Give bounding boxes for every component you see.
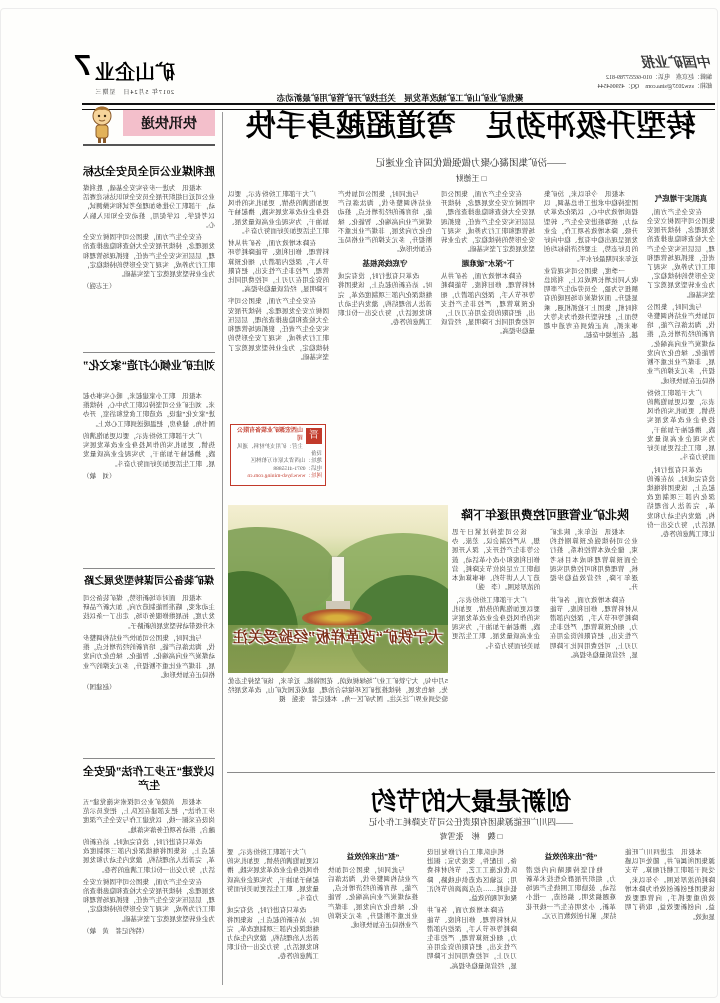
top-article-column-1 [647,190,715,768]
body-paragraph: 与此同时，集团公司加快产业结构调整步伐，淘汰落后产能，培育新的经济增长点，推动煤炭产业向高端化、智能化、绿色化方向发展，非煤产业比重不断提升，多元支撑的产业格局正在加快形成。 [338,191,432,254]
brief-4-body [83,798,215,984]
body-paragraph: 广大干部职工纷纷表示，要以更加饱满的热情、更加扎实的作风投身企业改革发展实践，撸起袖子加油干，为实现企业高质量发展、职工生活更加美好而努力奋斗。 [228,191,329,235]
top-article-subhead-1: 真抓实干增底气 [654,194,708,203]
top-article-subtitle: ——汾矿集团凝心聚力做强做优国有企业速记 [376,159,567,169]
top-article-subhead-3: 守底线筑根基 [362,258,408,268]
brief-1-body [83,184,215,346]
cost-article-column-1 [550,528,638,768]
bottom-article-column-3 [427,848,517,982]
photo-overlay-title: 大宁铁矿“改革样板”经验受关注 [233,629,444,646]
brief-2-body [83,392,215,560]
body-paragraph: 在安全生产方面，集团公司牢固树立安全发展理念，持续开展安全大检查和隐患排查治理，层层压实安全生产责任，狠抓现场管理和职工行为养成，实现了安全形势的持续稳定，为企业转型发展奠定了坚实基础。 [83,878,215,923]
top-article-byline: □ 王德财 [455,174,487,183]
date-line: 2017年 5月24日 星期三 [94,90,174,96]
advert-line: 地址：山西省太原市万柏林区 [250,458,322,465]
bottom-article-headline: 创新是最大的节约 [371,788,572,816]
body-paragraph: 在降本增效方面，各矿井从材料管理、修旧利废、节能降耗等环节入手，深挖内部潜力，细化预算管理，严控非生产性支出，把有限的资金用在刀刃上，可控费用同比下降明显，经营质量稳步提高。 [550,596,638,659]
body-paragraph: 广大干部职工纷纷表示，要以更加饱满的热情、更加扎实的作风投身企业改革发展实践，撸起袖子加油干，为实现企业高质量发展、职工生活更加美好而努力奋斗。 [452,596,540,650]
advert-line: 主营：矿用支护材料、通风设备 [236,443,322,458]
body-paragraph: 改革只有进行时，没有完成时。站在新的起点上，该集团将继续深化内部三项制度改革，完善法人治理结构，激发内生动力和发展活力，努力交出一份让职工满意的答卷。 [83,838,215,874]
advert-box [230,424,326,486]
body-paragraph: 在降本增效方面，各矿井从材料管理、修旧利废、节能降耗等环节入手，深挖内部潜力，细化预算管理，严控非生产性支出，把有限的资金用在刀刃上，可控费用同比下降明显，经营质量稳步提高。 [427,907,517,970]
bottom-article-column-1 [625,848,715,982]
top-article-column-2 [544,190,638,500]
top-article-headline: 转型升级冲劲足 弯道超越身手快 [246,110,696,143]
bottom-article-byline: □ 魏 彬 张雪莺 [439,832,503,841]
body-paragraph: 在安全生产方面，集团公司牢固树立安全发展理念，持续开展安全大检查和隐患排查治理，层层压实安全生产责任，狠抓现场管理和职工行为养成，实现了安全形势的持续稳定，为企业转型发展奠定了坚实基础。 [441,191,535,254]
email-contact-line: 邮箱：sxw2037@sina.com QQ：459064544 [597,84,712,90]
body-paragraph: 他们坚持眼睛向内挖潜力，组织开展群众性技术革新活动，鼓励职工围绕生产现场难题搞发明、搞创造，一批小革新、小发明在生产一线开花结果，累计创效数百万元。 [526,866,616,920]
cost-article-column-2 [452,528,540,768]
cartoon-reporter-mascot-icon [84,104,120,144]
body-paragraph: 本报讯 职工小家建起来，暖心实事办起来。刘庄矿业公司坚持以职工为中心，持续推进“家文化”建设，改造职工食堂和浴室，开办图书角、健身房，把温暖送到职工心坎上。 [83,393,215,428]
photo-statue-pedestal [326,601,350,609]
brief-signature: （赵建国） [83,683,116,691]
body-paragraph: 一季度，集团公司实现营业收入同比增长两成以上，利润总额扭亏为盈，全员劳动生产率明显提升。面对煤炭市场回暖的有利时机，集团上下抢抓机遇、乘势而上，把转型升级作为头等大事来抓，真正做到在弯道中超越、在逆境中奋起。 [544,267,638,340]
body-paragraph: 改革只有进行时，没有完成时。站在新的起点上，该集团将继续深化内部三项制度改革，完善法人治理结构，激发内生动力和发展活力，努力交出一份让职工满意的答卷。 [227,907,319,961]
brief-3-body [83,594,215,752]
advert-company: 山西宏源矿业装备有限公司 [236,428,303,442]
bottom-article-column-5 [227,848,319,982]
body-paragraph: 广大干部职工纷纷表示，要以更加饱满的热情、更加扎实的作风投身企业改革发展实践，撸起袖子加油干，为实现企业高质量发展、职工生活更加美好而努力奋斗。 [83,432,215,468]
body-paragraph: 本报讯 面对市场新形势，煤矿装备公司主动求变，瞄准智能制造方向，加大新产品研发力度，拓展维修服务市场，走出了一条以技术升级带动转型发展的新路子。 [83,595,215,630]
top-article-column-4 [338,190,432,500]
brief-3-headline: 煤矿装备公司谋转型发展之路 [84,576,214,587]
advert-line: 电话：0971-4155888 [273,465,322,472]
body-paragraph: 在安全生产方面，集团公司牢固树立安全发展理念，持续开展安全大检查和隐患排查治理，层层压实安全生产责任，狠抓现场管理和职工行为养成，实现了安全形势的持续稳定，为企业转型发展奠定了坚实基础。 [83,234,215,278]
brief-signature: （王志强） [83,283,116,291]
bottom-article-subhead-2: “抠”出来的效益 [346,852,400,861]
editor-contact-line: 编辑：赵京燕 电话：010-66557789-812 [606,75,712,81]
briefs-header-rule [83,144,215,146]
brief-signature: （刘 敏） [83,472,116,480]
masthead-title: 矿山企业 [95,62,175,84]
brand-script-logo: 中国矿业报 [642,56,712,71]
section-divider-rule [227,772,715,773]
brief-2-headline: 刘庄矿业倾心打造“家文化” [83,360,215,372]
body-paragraph: 本报讯 走进四川广旺能源集团所属矿井，随处可以感受到干部职工精打细算、节支降耗的浓厚氛围。今年以来，该集团把创新创效作为降本增效的重要抓手，向管理要效益、向创新要效益，取得了明显成效。 [625,849,715,921]
bottom-article-column-2 [526,848,616,982]
cost-article-headline: 陕北矿业管理可控费用逐年下降 [461,508,630,522]
body-paragraph: 与此同时，集团公司加快产业结构调整步伐，淘汰落后产能，培育新的经济增长点，推动煤炭产业向高端化、智能化、绿色化方向发展，非煤产业比重不断提升，多元支撑的产业格局正在加快形成。 [647,303,715,385]
body-paragraph: 广大干部职工纷纷表示，要以更加饱满的热情、更加扎实的作风投身企业改革发展实践，撸起袖子加油干，为实现企业高质量发展、职工生活更加美好而努力奋斗。 [227,849,319,903]
brief-4-headline: 以党建“五步工作法”促安全生产 [83,766,215,792]
body-paragraph: 与此同时，集团公司加快产业结构调整步伐，淘汰落后产能，培育新的经济增长点，推动煤炭产业向高端化、智能化、绿色化方向发展，非煤产业比重不断提升，多元支撑的产业格局正在加快形成。 [83,634,215,679]
bottom-article-column-4 [328,848,418,982]
body-paragraph: 该公司坚持过紧日子思想，从严控制会议、差旅、办公等非生产性开支，深入开展修旧利废和小改小革活动，鼓励职工立足岗位节支降耗，营造了人人讲节约、事事算成本的浓厚氛围。（李 强） [452,529,540,592]
body-paragraph: 本报讯 今年以来，汾矿集团坚持稳中求进工作总基调，以提质增效为中心，以深化改革为动力，统筹推进安全生产、转型升级、降本增效各项工作，企业发展呈现出稳中有进、稳中向好的良好态势，主要经济指标均创近年来同期最好水平。 [544,191,638,263]
brief-divider-rule [83,568,215,569]
bottom-article-subhead-1: “挤”出来的效益 [544,852,598,861]
body-paragraph: 与此同时，集团公司加快产业结构调整步伐，淘汰落后产能，培育新的经济增长点，推动煤炭产业向高端化、智能化、绿色化方向发展，非煤产业比重不断提升，多元支撑的产业格局正在加快形成。 [328,866,418,929]
brief-1-headline: 胜利煤业公司全员安全达标 [83,166,215,178]
brief-signature: （特约记者 黄 敏） [83,927,148,935]
body-paragraph: 改革只有进行时，没有完成时。站在新的起点上，该集团将继续深化内部三项制度改革，完善法人治理结构，激发内生动力和发展活力，努力交出一份让职工满意的答卷。 [338,273,432,327]
column-divider-rule [222,112,223,985]
advert-website: 网址：www.hysb-mining.com.cn [247,473,322,480]
photo-caption-text: 5月中旬，大宁铁矿工业广场绿树成荫、花团锦簇。近年来，该矿坚持生态优先、绿色发展，持续推进矿区环境综合治理，建成花园式矿山，改革发展经验受到业界广泛关注。图为矿区一角。本报记者 张强 摄 [228,678,448,704]
body-paragraph: 本报讯 近年来，陕北矿业公司持续强化预算刚性约束，健全成本管控体系，推行全面预算管理和成本目标考核，管理费用和可控费用实现逐年下降，经营效益稳步提升。 [550,529,638,592]
photo-statue [332,557,344,603]
bottom-article-subtitle: ——四川广旺能源集团有限责任公司节支降耗工作小记 [369,817,574,827]
photo-caption [228,677,448,765]
mine-park-photo [228,505,448,673]
body-paragraph: 在安全生产方面，集团公司牢固树立安全发展理念，持续开展安全大检查和隐患排查治理，层层压实安全生产责任，狠抓现场管理和职工行为养成，实现了安全形势的持续稳定，为企业转型发展奠定了坚实基础。 [228,298,329,361]
section-slogan: 聚焦矿业矿山矿工矿城改革发展 关注找矿开矿管矿用矿最新动态 [276,93,524,103]
body-paragraph: 在降本增效方面，各矿井从材料管理、修旧利废、节能降耗等环节入手，深挖内部潜力，细化预算管理，严控非生产性支出，把有限的资金用在刀刃上，可控费用同比下降明显，经营质量稳步提高。 [228,240,329,294]
body-paragraph: 广大干部职工纷纷表示，要以更加饱满的热情、更加扎实的作风投身企业改革发展实践，撸起袖子加油干，为实现企业高质量发展、职工生活更加美好而努力奋斗。 [647,389,715,462]
advert-logo-icon: 晋 [306,428,322,444]
body-paragraph: 机电队职工自行修复旧设备、旧配件，变废为宝；掘进队优化施工工艺，节约材料费用；运输区改造供电线路，降低电耗……点点滴滴的节约汇聚成可观的效益。 [427,849,517,903]
briefs-box-label: 快讯快递 [123,110,215,136]
brief-divider-rule [83,758,215,759]
body-paragraph: 改革只有进行时，没有完成时。站在新的起点上，该集团将继续深化内部三项制度改革，完善法人治理结构，激发内生动力和发展活力，努力交出一份让职工满意的答卷。 [647,466,715,539]
body-paragraph: 本报讯 为进一步夯实安全基础，胜利煤业公司近日组织开展全员安全知识达标竞赛活动，干部职工分批参加理论考试和实操测试，以考促学、以学促用，推动安全知识入脑入心。 [83,185,215,229]
brief-divider-rule [83,352,215,353]
top-article-subhead-2: 下“深水”破难题 [461,258,515,268]
body-paragraph: 在安全生产方面，集团公司牢固树立安全发展理念，持续开展安全大检查和隐患排查治理，层层压实安全生产责任，狠抓现场管理和职工行为养成，实现了安全形势的持续稳定，为企业转型发展奠定了坚实基础。 [647,208,715,299]
page-number: 7 [75,50,92,82]
top-article-column-3 [441,190,535,500]
body-paragraph: 本报讯 黄陵矿业公司探索实施党建“五步工作法”，把支部建在区队上，把党员示范岗设在采掘一线，以党建工作与安全生产深度融合，推动各项任务落实落地。 [83,799,215,834]
body-paragraph: 在降本增效方面，各矿井从材料管理、修旧利废、节能降耗等环节入手，深挖内部潜力，细化预算管理，严控非生产性支出，把有限的资金用在刀刃上，可控费用同比下降明显，经营质量稳步提高。 [441,273,535,336]
